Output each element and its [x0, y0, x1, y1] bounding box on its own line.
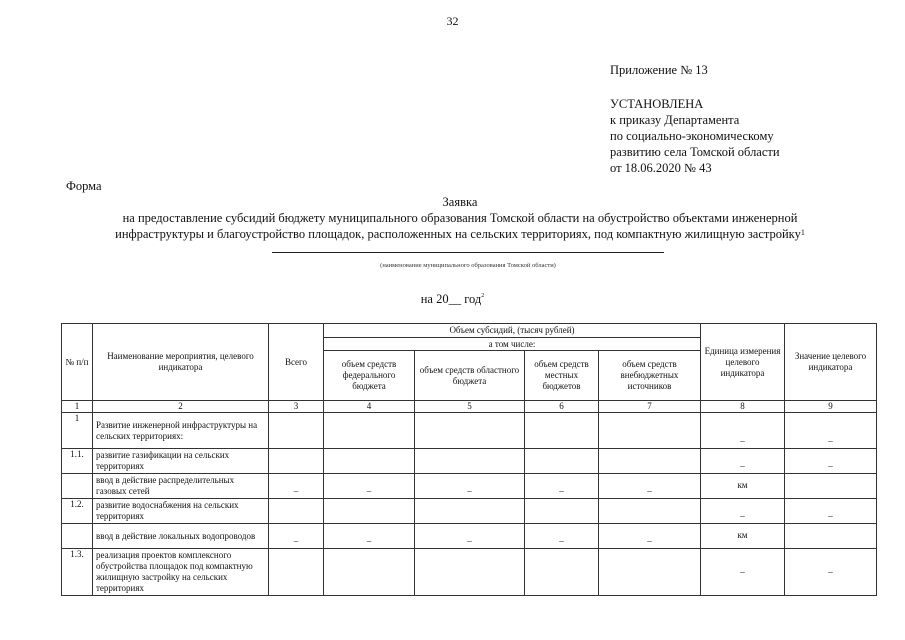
- row-value: –: [785, 413, 877, 449]
- row-federal: –: [324, 524, 415, 549]
- request-title-block: [60, 194, 860, 242]
- col-number: 2: [93, 401, 269, 413]
- col-number: 3: [269, 401, 324, 413]
- appendix-label: Приложение № 13: [610, 63, 708, 77]
- row-unit: –: [701, 499, 785, 524]
- row-regional: [415, 549, 525, 596]
- approval-line: по социально-экономическому: [610, 129, 774, 143]
- row-local: [525, 499, 599, 524]
- row-federal: [324, 413, 415, 449]
- request-subtitle-line: на предоставление субсидий бюджету муниципального образования Томской области на обустройство объектами инженерной: [122, 211, 798, 225]
- row-value: –: [785, 549, 877, 596]
- row-name: ввод в действие локальных водопроводов: [93, 524, 269, 549]
- row-federal: [324, 449, 415, 474]
- header-volume: Объем субсидий, (тысяч рублей): [324, 324, 701, 338]
- table-row: [62, 474, 877, 499]
- header-extra: объем средств внебюджетных источников: [599, 351, 701, 401]
- row-num: 1.3.: [62, 549, 93, 596]
- row-local: [525, 549, 599, 596]
- footnote-mark: 1: [800, 228, 805, 237]
- row-local: –: [525, 524, 599, 549]
- col-number: 4: [324, 401, 415, 413]
- row-unit: км: [701, 474, 785, 499]
- row-num: 1.1.: [62, 449, 93, 474]
- table-row: [62, 549, 877, 596]
- request-subtitle-text: инфраструктуры и благоустройство площадок, расположенных на сельских территориях, под компактную жилищную застройку: [115, 227, 801, 241]
- row-federal: –: [324, 474, 415, 499]
- column-number-row: [62, 401, 877, 413]
- row-extra: [599, 449, 701, 474]
- municipality-fill-line: [272, 252, 664, 253]
- header-federal: объем средств федерального бюджета: [324, 351, 415, 401]
- row-name: Развитие инженерной инфраструктуры на сельских территориях:: [93, 413, 269, 449]
- row-name: ввод в действие распределительных газовых сетей: [93, 474, 269, 499]
- row-name: реализация проектов комплексного обустройства площадок под компактную жилищную застройку на сельских территориях: [93, 549, 269, 596]
- subsidy-table: [61, 323, 877, 596]
- row-total: –: [269, 524, 324, 549]
- row-total: [269, 449, 324, 474]
- row-value: –: [785, 449, 877, 474]
- page-number: 32: [446, 14, 459, 28]
- row-extra: [599, 549, 701, 596]
- col-number: 9: [785, 401, 877, 413]
- row-value: [785, 524, 877, 549]
- row-value: –: [785, 499, 877, 524]
- row-federal: [324, 549, 415, 596]
- col-number: 7: [599, 401, 701, 413]
- row-total: [269, 499, 324, 524]
- form-label: Форма: [66, 179, 102, 193]
- year-line: [0, 292, 905, 307]
- header-total: Всего: [269, 324, 324, 401]
- header-including: а том числе:: [324, 338, 701, 351]
- header-local: объем средств местных бюджетов: [525, 351, 599, 401]
- row-extra: [599, 499, 701, 524]
- row-local: [525, 449, 599, 474]
- row-regional: [415, 499, 525, 524]
- municipality-caption: (наименование муниципального образования Томской области): [380, 262, 556, 269]
- request-title: Заявка: [442, 195, 478, 209]
- row-total: [269, 549, 324, 596]
- row-num: 1.2.: [62, 499, 93, 524]
- row-extra: –: [599, 474, 701, 499]
- footnote-mark: 2: [481, 293, 485, 299]
- approval-block: [610, 96, 780, 176]
- row-federal: [324, 499, 415, 524]
- col-number: 8: [701, 401, 785, 413]
- row-num: [62, 474, 93, 499]
- header-value: Значение целевого индикатора: [785, 324, 877, 401]
- request-subtitle-line: [60, 226, 860, 242]
- row-unit: –: [701, 449, 785, 474]
- row-extra: [599, 413, 701, 449]
- table-row: [62, 499, 877, 524]
- header-unit: Единица измерения целевого индикатора: [701, 324, 785, 401]
- row-unit: –: [701, 413, 785, 449]
- row-unit: –: [701, 549, 785, 596]
- table-row: [62, 524, 877, 549]
- header-regional: объем средств областного бюджета: [415, 351, 525, 401]
- header-name: Наименование мероприятия, целевого индикатора: [93, 324, 269, 401]
- row-regional: [415, 413, 525, 449]
- approval-line: к приказу Департамента: [610, 113, 740, 127]
- table-row: [62, 449, 877, 474]
- row-regional: –: [415, 474, 525, 499]
- row-regional: –: [415, 524, 525, 549]
- row-unit: км: [701, 524, 785, 549]
- row-num: 1: [62, 413, 93, 449]
- table-row: [62, 413, 877, 449]
- col-number: 6: [525, 401, 599, 413]
- header-num: № п/п: [62, 324, 93, 401]
- row-regional: [415, 449, 525, 474]
- row-local: –: [525, 474, 599, 499]
- col-number: 1: [62, 401, 93, 413]
- approval-line: развитию села Томской области: [610, 145, 780, 159]
- year-text: на 20__ год: [420, 292, 482, 306]
- row-name: развитие газификации на сельских территориях: [93, 449, 269, 474]
- row-local: [525, 413, 599, 449]
- row-total: [269, 413, 324, 449]
- row-value: [785, 474, 877, 499]
- row-total: –: [269, 474, 324, 499]
- row-num: [62, 524, 93, 549]
- row-extra: –: [599, 524, 701, 549]
- row-name: развитие водоснабжения на сельских территориях: [93, 499, 269, 524]
- col-number: 5: [415, 401, 525, 413]
- approval-line: от 18.06.2020 № 43: [610, 161, 712, 175]
- approval-title: УСТАНОВЛЕНА: [610, 97, 704, 111]
